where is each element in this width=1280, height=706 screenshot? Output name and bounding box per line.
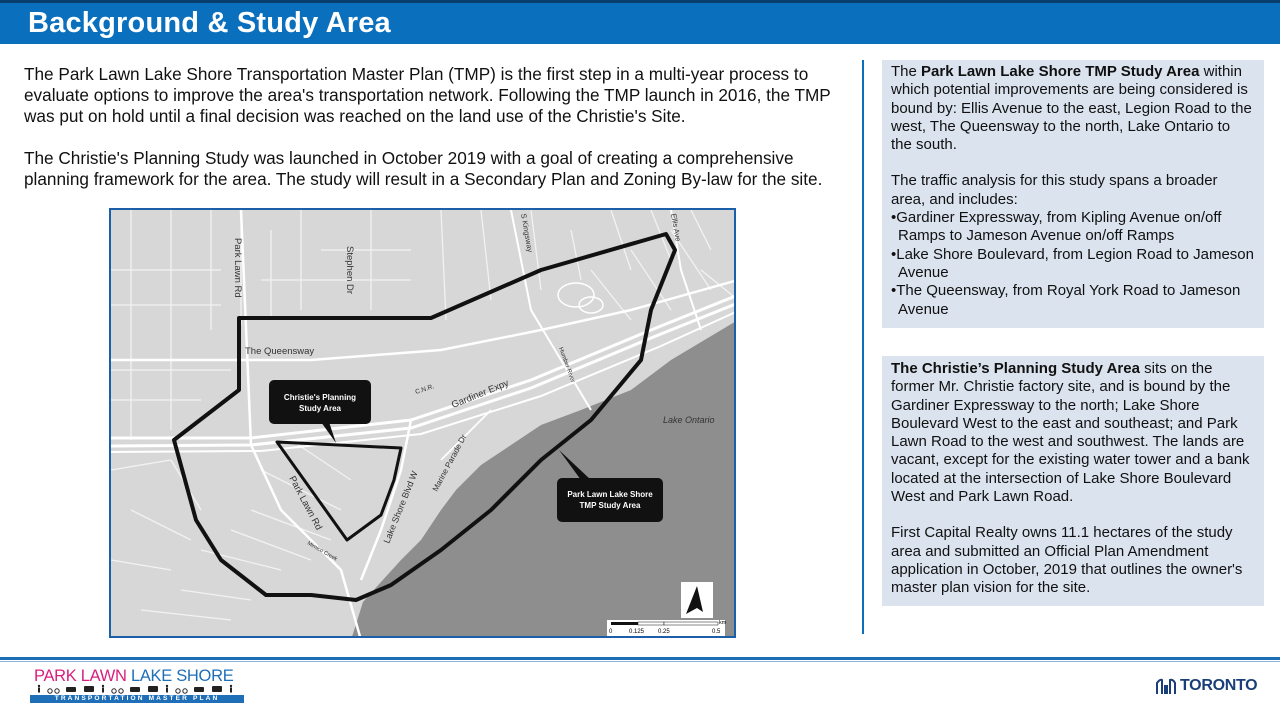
christies-description (891, 360, 1254, 506)
page-title: Background & Study Area (28, 7, 391, 39)
box2-bold: The Christie’s Planning Study Area (891, 360, 1140, 377)
scale-tick-0: 0 (609, 629, 613, 635)
page-header (0, 0, 1280, 44)
label-cnr: C.N.R. (414, 383, 436, 396)
intro-text (24, 64, 854, 211)
scale-tick-2: 0.25 (658, 629, 670, 635)
toronto-wordmark: TORONTO (1180, 677, 1258, 694)
logo-park-lawn: PARK LAWN (34, 667, 127, 685)
column-divider (862, 60, 864, 634)
label-park-lawn-rd-south: Park Lawn Rd (286, 474, 325, 533)
footer-divider (0, 657, 1280, 660)
label-queensway: The Queensway (245, 346, 315, 357)
callout1-line1: Christie's Planning (283, 393, 357, 402)
city-of-toronto-logo (1155, 676, 1257, 696)
label-ellis-ave: Ellis Ave (669, 212, 683, 243)
christies-study-area-box (882, 356, 1264, 606)
toronto-city-hall-icon (1155, 677, 1177, 695)
box1-pre: The (891, 63, 922, 80)
label-marine-parade: Marine Parade Dr (430, 432, 469, 493)
scale-unit: km (719, 620, 727, 626)
scale-tick-3: 0.5 (712, 629, 721, 635)
callout2-line2: TMP Study Area (579, 501, 641, 510)
tmp-study-area-description (891, 63, 1254, 154)
box1-post: within which potential improvements are being considered is bound by: Ellis Avenue to the east, Legion Road to the west, The Queensway to the north, Lake Ontario to the south. (891, 63, 1252, 154)
list-item: •Lake Shore Boulevard, from Legion Road to Jameson Avenue (891, 245, 1254, 281)
footer-divider-thin (0, 661, 1280, 662)
logo-lake-shore: LAKE SHORE (126, 667, 234, 685)
north-arrow-icon (681, 582, 713, 618)
traffic-analysis-intro: The traffic analysis for this study spans a broader area, and includes: (891, 172, 1218, 208)
map-graphic (111, 210, 736, 638)
label-gardiner: Gardiner Expy (450, 377, 511, 411)
label-s-kingsway: S Kingsway (519, 212, 535, 253)
traffic-analysis-list (891, 209, 1254, 319)
park-lawn-lake-shore-logo (30, 667, 244, 703)
list-item: •Gardiner Expressway, from Kipling Avenue on/off Ramps to Jameson Avenue on/off Ramps (891, 209, 1222, 245)
tmp-study-area-box (882, 60, 1264, 328)
box2-post: sits on the former Mr. Christie factory site, and is bound by the Gardiner Expressway to the north; Lake Shore Boulevard West to the east and southeast; and Park Lawn Road to the west and southwest. The lands are vacant, except for the existing water tower and a bank located at the intersection of Lake Shore Boulevard West and Park Lawn Road. (891, 360, 1250, 506)
box1-bold: Park Lawn Lake Shore TMP Study Area (921, 63, 1200, 80)
logo-tagline: TRANSPORTATION MASTER PLAN (30, 695, 244, 703)
callout1-line2: Study Area (299, 404, 341, 413)
label-lake-ontario: Lake Ontario (663, 415, 715, 425)
list-item: •The Queensway, from Royal York Road to Jameson Avenue (891, 282, 1241, 318)
callout2-line1: Park Lawn Lake Shore (567, 490, 653, 499)
label-stephen-dr: Stephen Dr (344, 246, 355, 295)
label-humber-river: Humber River (557, 346, 576, 384)
interchange (558, 283, 603, 313)
label-lake-shore-blvd: Lake Shore Blvd W (381, 469, 420, 545)
intro-paragraph-1: The Park Lawn Lake Shore Transportation Master Plan (TMP) is the first step in a multi-year process to evaluate options to improve the area's transportation network. Following the TMP launch in 2016, the TMP was put on hold until a final decision was reached on the land use of the Christie's Site. (24, 64, 831, 126)
scale-bar (607, 620, 727, 636)
study-area-map (109, 208, 736, 638)
label-mimico-creek: Mimico Creek (306, 540, 339, 563)
scale-tick-1: 0.125 (629, 629, 645, 635)
transport-mode-icons (34, 684, 242, 694)
intro-paragraph-2: The Christie's Planning Study was launched in October 2019 with a goal of creating a comprehensive planning framework for the area. The study will result in a Secondary Plan and Zoning By-law for the site. (24, 148, 823, 189)
label-park-lawn-rd-north: Park Lawn Rd (232, 238, 243, 298)
first-capital-description: First Capital Realty owns 11.1 hectares of the study area and submitted an Official Plan Amendment application in October, 2019 that outlines the owner's master plan vision for the site. (891, 524, 1243, 597)
